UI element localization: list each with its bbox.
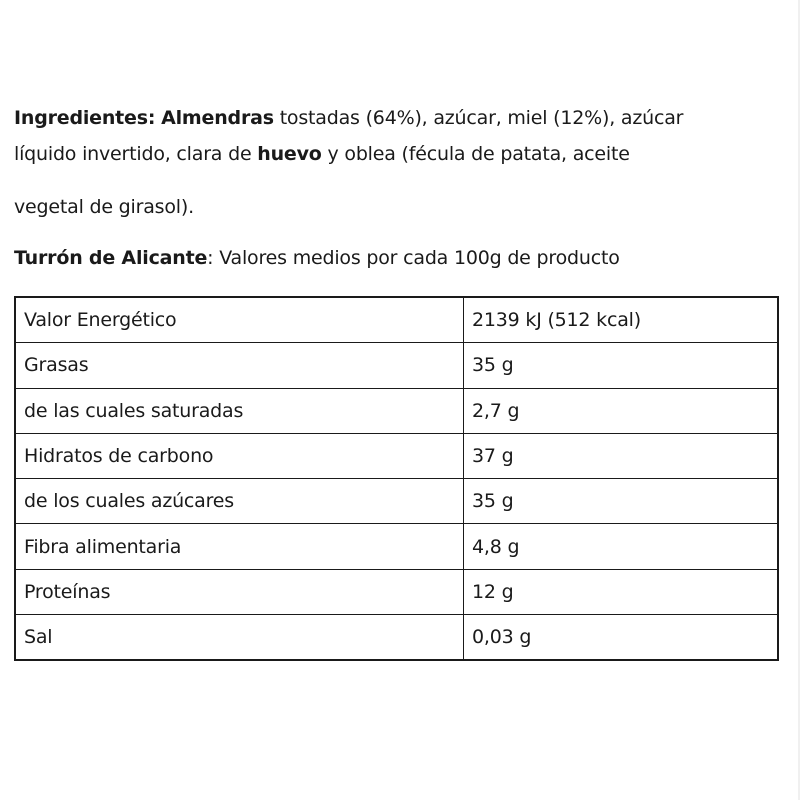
nutrient-name: de las cuales saturadas [15, 388, 464, 433]
nutrient-value: 0,03 g [464, 615, 779, 661]
table-row [15, 615, 778, 661]
ingredients-text-3: y oblea (fécula de patata, aceite [327, 143, 630, 165]
nutrient-value: 12 g [464, 569, 779, 614]
table-row [15, 524, 778, 569]
ingredient-almendras: Almendras [161, 107, 274, 129]
table-row [15, 297, 778, 343]
nutrient-value: 2139 kJ (512 kcal) [464, 297, 779, 343]
ingredients-label: Ingredientes: [14, 107, 156, 129]
ingredients-text-1: tostadas (64%), azúcar, miel (12%), azúcar [279, 107, 684, 129]
product-name: Turrón de Alicante [14, 247, 208, 269]
nutrient-value: 4,8 g [464, 524, 779, 569]
nutrient-value: 35 g [464, 343, 779, 388]
nutrition-subtitle [14, 246, 620, 270]
nutrient-name: de los cuales azúcares [15, 479, 464, 524]
table-row [15, 433, 778, 478]
table-row [15, 479, 778, 524]
nutrient-name: Fibra alimentaria [15, 524, 464, 569]
ingredients-line-1 [14, 106, 683, 130]
table-row [15, 343, 778, 388]
nutrient-value: 35 g [464, 479, 779, 524]
table-row [15, 569, 778, 614]
nutrient-value: 2,7 g [464, 388, 779, 433]
nutrient-name: Hidratos de carbono [15, 433, 464, 478]
nutrition-subtitle-text: : Valores medios por cada 100g de producto [207, 247, 620, 269]
nutrient-value: 37 g [464, 433, 779, 478]
table-row [15, 388, 778, 433]
nutrient-name: Valor Energético [15, 297, 464, 343]
ingredients-line-2 [14, 142, 630, 166]
nutrient-name: Grasas [15, 343, 464, 388]
ingredient-huevo: huevo [257, 143, 322, 165]
ingredients-text-4: vegetal de girasol). [14, 196, 194, 218]
nutrient-name: Proteínas [15, 569, 464, 614]
ingredients-text-2: líquido invertido, clara de [14, 143, 252, 165]
nutrient-name: Sal [15, 615, 464, 661]
nutrition-table [14, 296, 779, 661]
ingredients-line-3 [14, 195, 194, 219]
